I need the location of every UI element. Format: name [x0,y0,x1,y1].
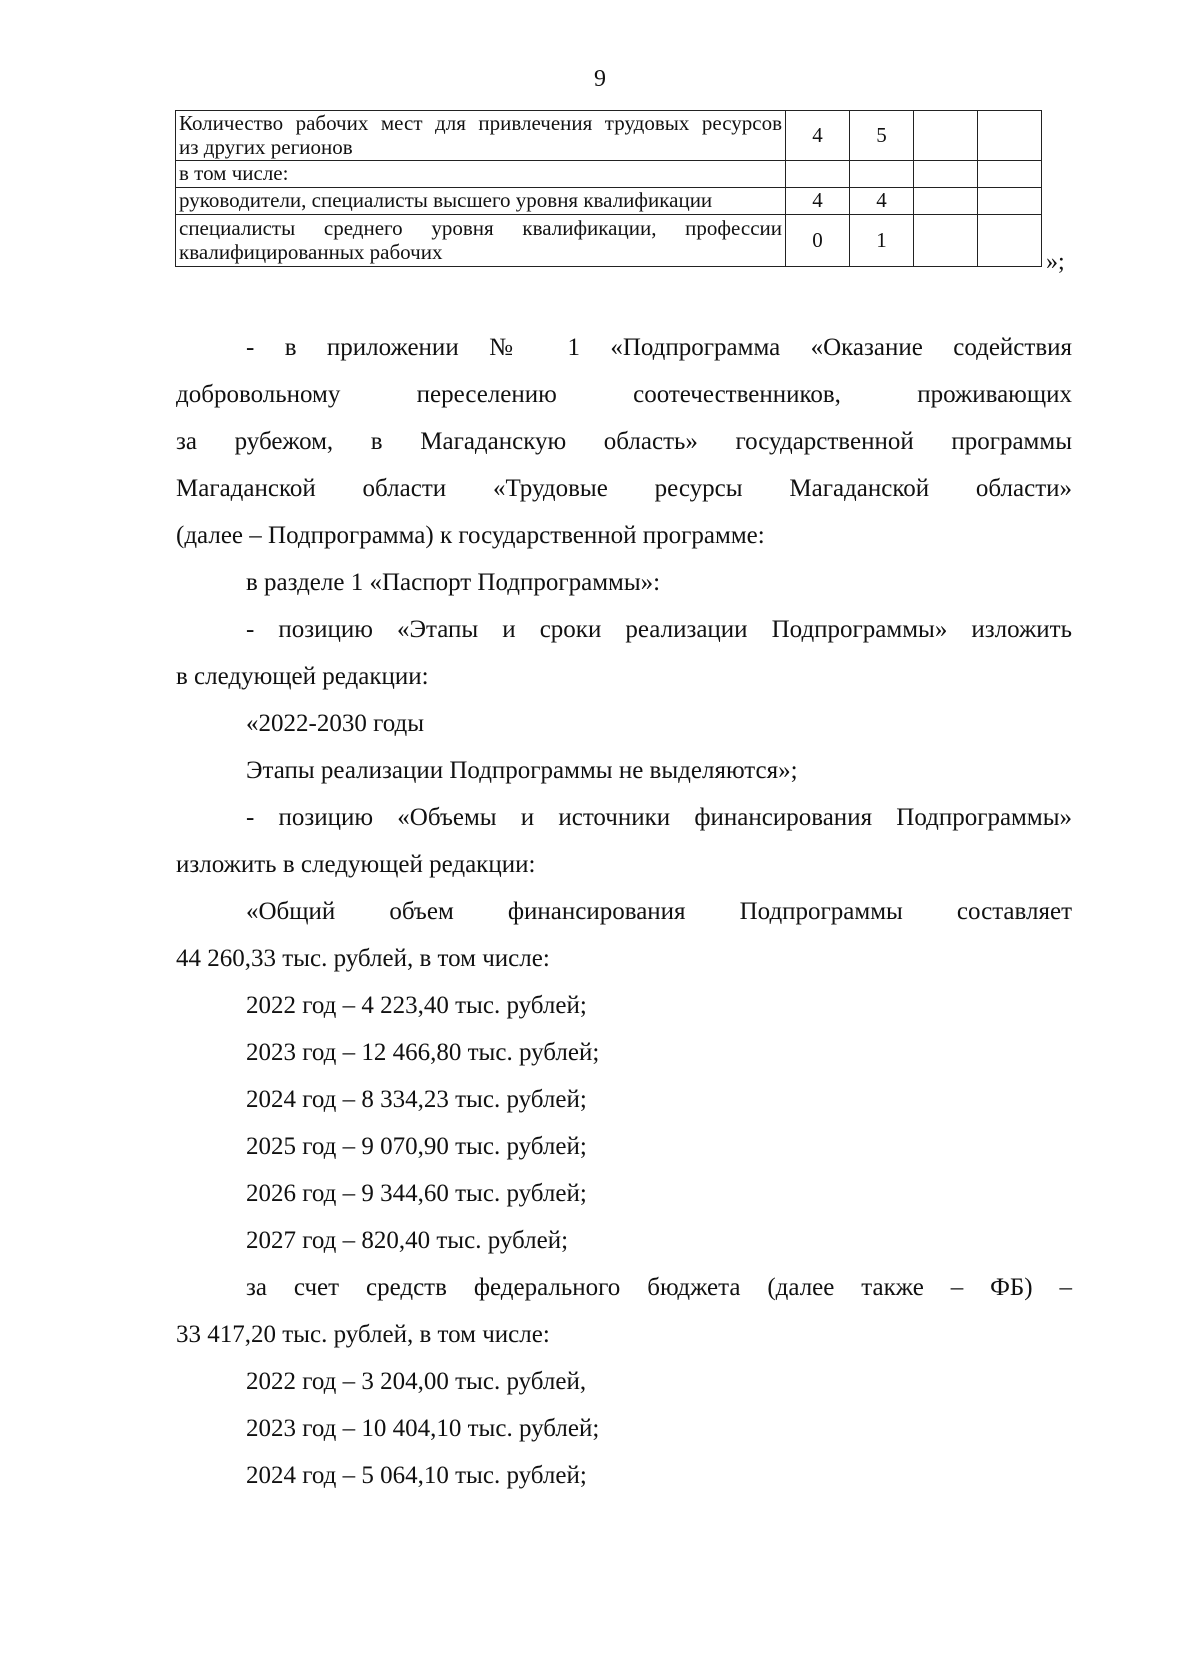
section-heading: в разделе 1 «Паспорт Подпрограммы»: [246,569,661,596]
row-label-line: специалисты среднего уровня квалификации, профессии [179,216,782,241]
funding-year-line: 2024 год – 5 064,10 тыс. рублей; [246,1462,587,1489]
text-line: - позицию «Объемы и источники финансирования Подпрограммы» [246,804,1072,831]
text-line: Этапы реализации Подпрограммы не выделяются»; [246,757,798,784]
text-line: изложить в следующей редакции: [176,851,536,878]
row-label: руководители, специалисты высшего уровня квалификации [176,188,786,215]
funding-year-line: 2027 год – 820,40 тыс. рублей; [246,1227,569,1254]
row-label-line: из других регионов [179,134,353,159]
funding-year-line: 2026 год – 9 344,60 тыс. рублей; [246,1180,587,1207]
funding-year-line: 2025 год – 9 070,90 тыс. рублей; [246,1133,587,1160]
table-cell [786,161,850,188]
table-cell [914,161,978,188]
text-line: «2022-2030 годы [246,710,425,737]
table-cell: 1 [850,215,914,267]
text-line: добровольному переселению соотечественников, проживающих [176,381,1072,408]
document-body [176,324,1072,1499]
text-line: «Общий объем финансирования Подпрограммы составляет [246,898,1072,925]
row-label [176,215,786,267]
funding-year-line: 2022 год – 4 223,40 тыс. рублей; [246,992,587,1019]
table-cell: 0 [786,215,850,267]
text-line: 44 260,33 тыс. рублей, в том числе: [176,945,550,972]
table-cell [978,215,1042,267]
table-row [176,111,1042,161]
table-row [176,161,1042,188]
funding-year-line: 2023 год – 12 466,80 тыс. рублей; [246,1039,600,1066]
row-label-line: квалифицированных рабочих [179,239,443,264]
text-line: в следующей редакции: [176,663,429,690]
table-cell: 5 [850,111,914,161]
table-row [176,215,1042,267]
table-cell [850,161,914,188]
table-cell [978,111,1042,161]
funding-year-line: 2023 год – 10 404,10 тыс. рублей; [246,1415,600,1442]
page-number: 9 [594,66,606,92]
funding-year-line: 2022 год – 3 204,00 тыс. рублей, [246,1368,587,1395]
table-cell [914,111,978,161]
funding-year-line: 2024 год – 8 334,23 тыс. рублей; [246,1086,587,1113]
text-line: Магаданской области «Трудовые ресурсы Магаданской области» [176,475,1072,502]
table-cell [914,215,978,267]
text-line: - в приложении № 1 «Подпрограмма «Оказание содействия [246,334,1072,361]
text-line: за рубежом, в Магаданскую область» государственной программы [176,428,1072,455]
row-label-line: Количество рабочих мест для привлечения трудовых ресурсов [179,111,782,135]
table-cell: 4 [850,188,914,215]
text-line: 33 417,20 тыс. рублей, в том числе: [176,1321,550,1348]
row-label [176,111,786,161]
table-cell: 4 [786,111,850,161]
row-label: в том числе: [176,161,786,188]
table-closing-quote: »; [1046,249,1065,275]
table-cell: 4 [786,188,850,215]
text-line: за счет средств федерального бюджета (далее также – ФБ) – [246,1274,1072,1301]
table-cell [978,161,1042,188]
text-line: (далее – Подпрограмма) к государственной программе: [176,522,765,549]
table-cell [978,188,1042,215]
workplaces-table [175,110,1042,267]
text-line: - позицию «Этапы и сроки реализации Подпрограммы» изложить [246,616,1072,643]
table-cell [914,188,978,215]
table-row [176,188,1042,215]
